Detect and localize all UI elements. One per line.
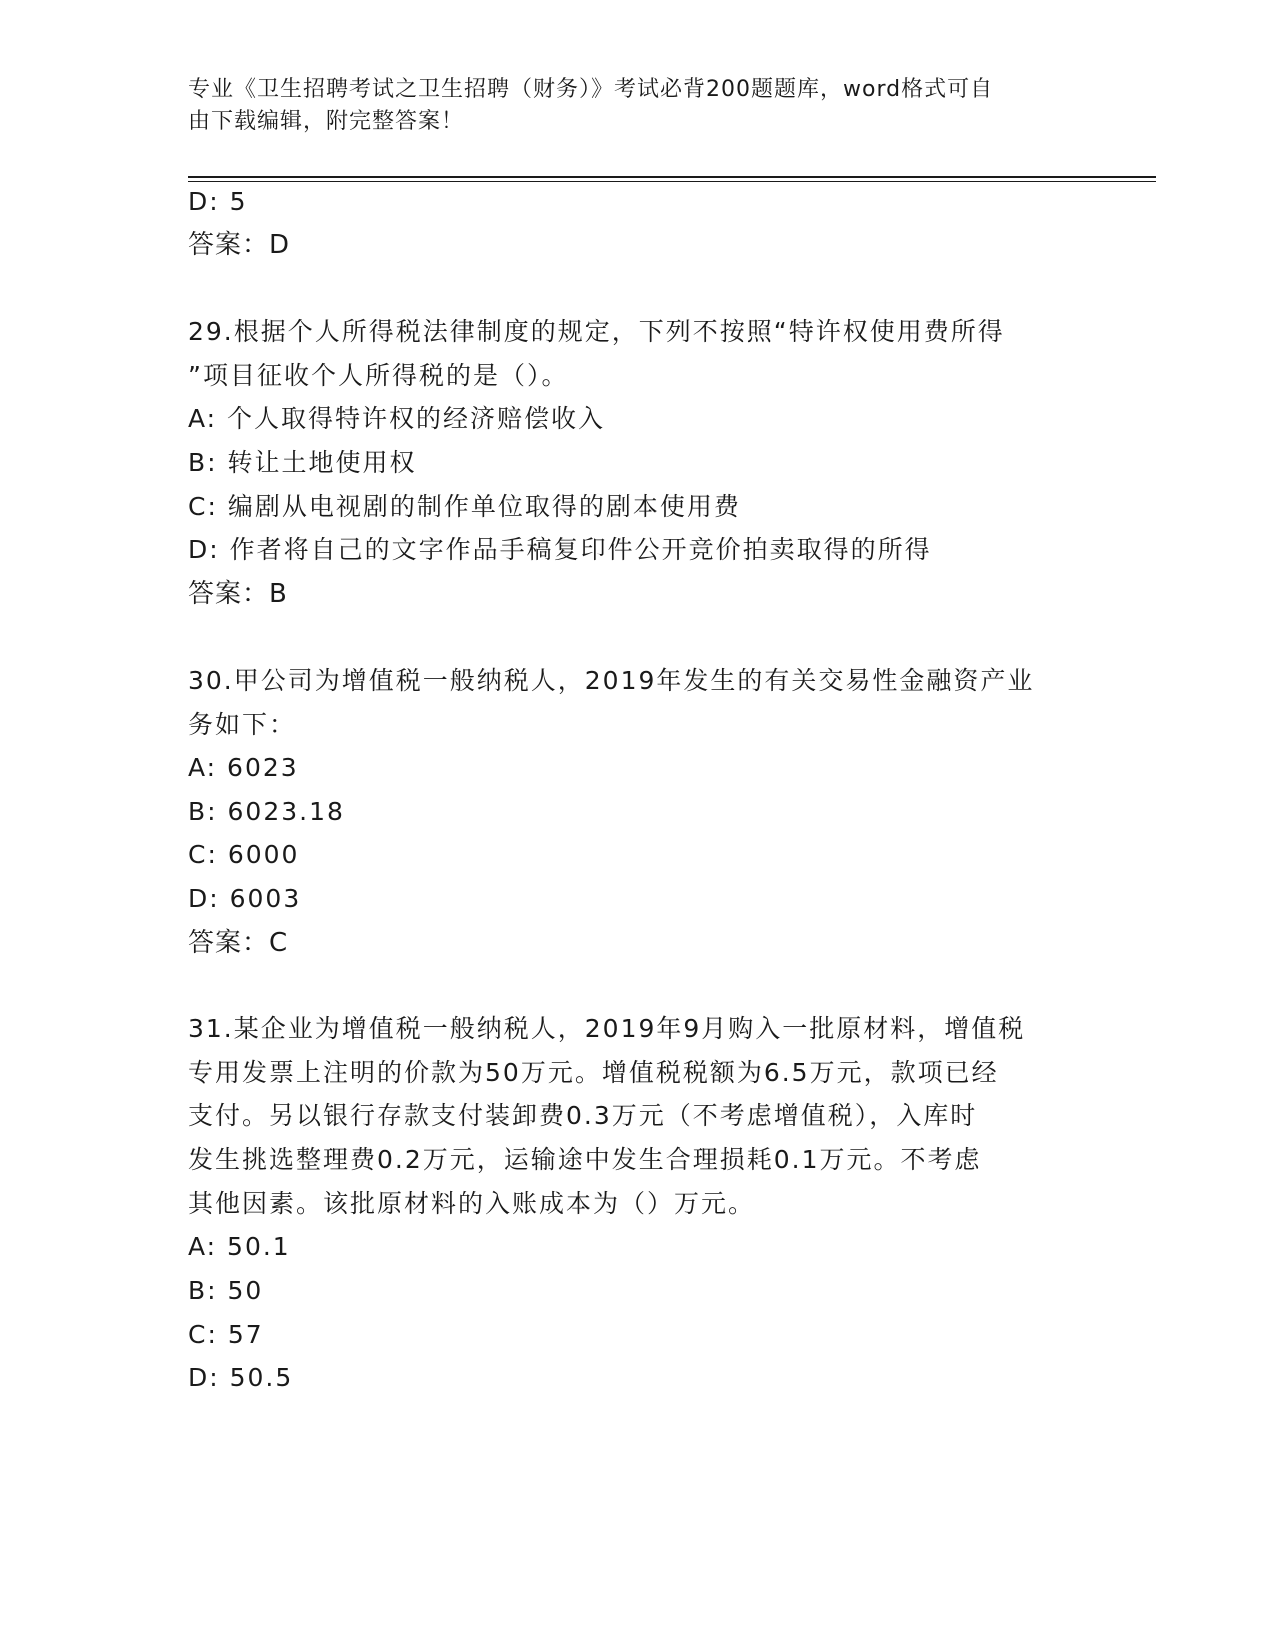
q31-option-b: B: 50 — [188, 1276, 264, 1305]
q30-option-d: D: 6003 — [188, 884, 302, 913]
q29-stem-line-2: ”项目征收个人所得税的是（）。 — [188, 361, 569, 390]
q30-answer: 答案：C — [188, 928, 289, 958]
q29-option-a: A: 个人取得特许权的经济赔偿收入 — [188, 404, 606, 433]
q31-stem-line-4: 发生挑选整理费0.2万元，运输途中发生合理损耗0.1万元。不考虑 — [188, 1145, 982, 1174]
q30-option-a: A: 6023 — [188, 753, 299, 782]
q28-answer: 答案：D — [188, 230, 291, 260]
q30-option-c: C: 6000 — [188, 840, 300, 869]
header-line-1: 专业《卫生招聘考试之卫生招聘（财务）》考试必背200题题库，word格式可自 — [188, 77, 994, 102]
q30-stem-line-1: 30.甲公司为增值税一般纳税人，2019年发生的有关交易性金融资产业 — [188, 666, 1035, 695]
header-line-2: 由下载编辑，附完整答案！ — [188, 109, 465, 134]
q31-stem-line-2: 专用发票上注明的价款为50万元。增值税税额为6.5万元，款项已经 — [188, 1058, 999, 1087]
q29-answer: 答案：B — [188, 579, 288, 609]
q28-option-d: D: 5 — [188, 187, 248, 216]
header-divider-thick — [188, 176, 1156, 178]
q31-stem-line-1: 31.某企业为增值税一般纳税人，2019年9月购入一批原材料，增值税 — [188, 1014, 1026, 1043]
header-divider-thin — [188, 181, 1156, 182]
q31-stem-line-5: 其他因素。该批原材料的入账成本为（）万元。 — [188, 1189, 756, 1218]
q30-stem-line-2: 务如下： — [188, 710, 297, 739]
q31-option-c: C: 57 — [188, 1320, 264, 1349]
q30-option-b: B: 6023.18 — [188, 797, 345, 826]
q31-option-a: A: 50.1 — [188, 1232, 291, 1261]
q29-option-b: B: 转让土地使用权 — [188, 448, 417, 477]
q31-option-d: D: 50.5 — [188, 1363, 294, 1392]
q29-option-d: D: 作者将自己的文字作品手稿复印件公开竞价拍卖取得的所得 — [188, 535, 932, 564]
q29-option-c: C: 编剧从电视剧的制作单位取得的剧本使用费 — [188, 492, 741, 521]
q29-stem-line-1: 29.根据个人所得税法律制度的规定，下列不按照“特许权使用费所得 — [188, 317, 1005, 346]
document-header — [188, 74, 1068, 138]
q31-stem-line-3: 支付。另以银行存款支付装卸费0.3万元（不考虑增值税），入库时 — [188, 1101, 978, 1130]
